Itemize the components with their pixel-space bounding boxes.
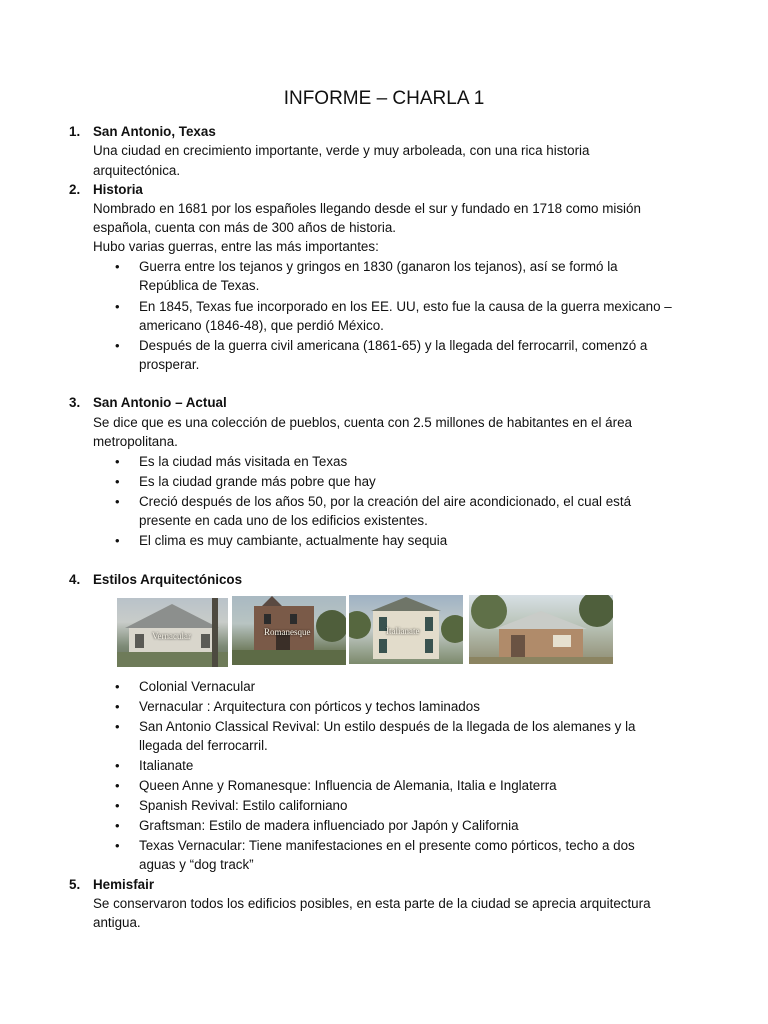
section-2-heading: Historia	[93, 182, 143, 197]
section-3-heading: San Antonio – Actual	[93, 395, 227, 410]
section-5-text-line: Se conservaron todos los edificios posibles, en esta parte de la ciudad se aprecia arquitectura	[93, 896, 651, 911]
texas-vernacular-house-photo	[469, 595, 613, 664]
vernacular-house-photo	[117, 598, 228, 667]
bullet-text: Graftsman: Estilo de madera influenciado por Japón y California	[139, 818, 519, 833]
bullet-text: prosperar.	[139, 357, 200, 372]
bullet-text: Es la ciudad más visitada en Texas	[139, 454, 348, 469]
bullet-text: americano (1846-48), que perdió México.	[139, 318, 384, 333]
section-1-number: 1.	[69, 124, 81, 139]
section-1-text-line: arquitectónica.	[93, 163, 181, 178]
bullet-dot: •	[115, 299, 120, 314]
bullet-text: Texas Vernacular: Tiene manifestaciones en el presente como pórticos, techo a dos	[139, 838, 635, 853]
bullet-dot: •	[115, 533, 120, 548]
bullet-dot: •	[115, 838, 120, 853]
bullet-dot: •	[115, 818, 120, 833]
photo-caption: Vernacular	[152, 631, 191, 641]
bullet-dot: •	[115, 259, 120, 274]
section-1-text-line: Una ciudad en crecimiento importante, verde y muy arboleada, con una rica historia	[93, 143, 590, 158]
bullet-text: Creció después de los años 50, por la creación del aire acondicionado, el cual está	[139, 494, 632, 509]
bullet-dot: •	[115, 758, 120, 773]
bullet-text: Guerra entre los tejanos y gringos en 1830 (ganaron los tejanos), así se formó la	[139, 259, 618, 274]
bullet-text: San Antonio Classical Revival: Un estilo después de la llegada de los alemanes y la	[139, 719, 636, 734]
bullet-dot: •	[115, 798, 120, 813]
bullet-text: Vernacular : Arquitectura con pórticos y techos laminados	[139, 699, 480, 714]
bullet-text: llegada del ferrocarril.	[139, 738, 268, 753]
bullet-dot: •	[115, 494, 120, 509]
bullet-text: Colonial Vernacular	[139, 679, 256, 694]
section-2-text-line: española, cuenta con más de 300 años de historia.	[93, 220, 396, 235]
section-2-text-line: Hubo varias guerras, entre las más importantes:	[93, 239, 379, 254]
bullet-text: aguas y “dog track”	[139, 857, 254, 872]
bullet-text: Después de la guerra civil americana (1861-65) y la llegada del ferrocarril, comenzó a	[139, 338, 648, 353]
bullet-text: Queen Anne y Romanesque: Influencia de Alemania, Italia e Inglaterra	[139, 778, 557, 793]
bullet-text: República de Texas.	[139, 278, 260, 293]
section-4-heading: Estilos Arquitectónicos	[93, 572, 243, 587]
photo-caption: Romanesque	[264, 627, 311, 637]
bullet-text: En 1845, Texas fue incorporado en los EE. UU, esto fue la causa de la guerra mexicano –	[139, 299, 672, 314]
bullet-dot: •	[115, 719, 120, 734]
romanesque-house-photo	[232, 596, 346, 665]
section-5-number: 5.	[69, 877, 81, 892]
bullet-dot: •	[115, 699, 120, 714]
section-3-text-line: Se dice que es una colección de pueblos, cuenta con 2.5 millones de habitantes en el área	[93, 415, 632, 430]
section-3-text-line: metropolitana.	[93, 434, 178, 449]
section-3-number: 3.	[69, 395, 81, 410]
document-title: INFORME – CHARLA 1	[283, 88, 485, 109]
bullet-dot: •	[115, 474, 120, 489]
italianate-house-photo	[349, 595, 463, 664]
section-5-text-line: antigua.	[93, 915, 141, 930]
bullet-text: Spanish Revival: Estilo californiano	[139, 798, 348, 813]
bullet-text: Italianate	[139, 758, 194, 773]
section-4-number: 4.	[69, 572, 81, 587]
section-2-text-line: Nombrado en 1681 por los españoles llegando desde el sur y fundado en 1718 como misión	[93, 201, 641, 216]
bullet-dot: •	[115, 778, 120, 793]
section-2-number: 2.	[69, 182, 81, 197]
bullet-dot: •	[115, 679, 120, 694]
bullet-dot: •	[115, 338, 120, 353]
photo-caption: Italianate	[386, 626, 420, 636]
bullet-dot: •	[115, 454, 120, 469]
bullet-text: Es la ciudad grande más pobre que hay	[139, 474, 376, 489]
bullet-text: presente en cada uno de los edificios existentes.	[139, 513, 428, 528]
section-5-heading: Hemisfair	[93, 877, 155, 892]
bullet-text: El clima es muy cambiante, actualmente hay sequia	[139, 533, 448, 548]
section-1-heading: San Antonio, Texas	[93, 124, 216, 139]
house-illustration	[469, 595, 613, 664]
